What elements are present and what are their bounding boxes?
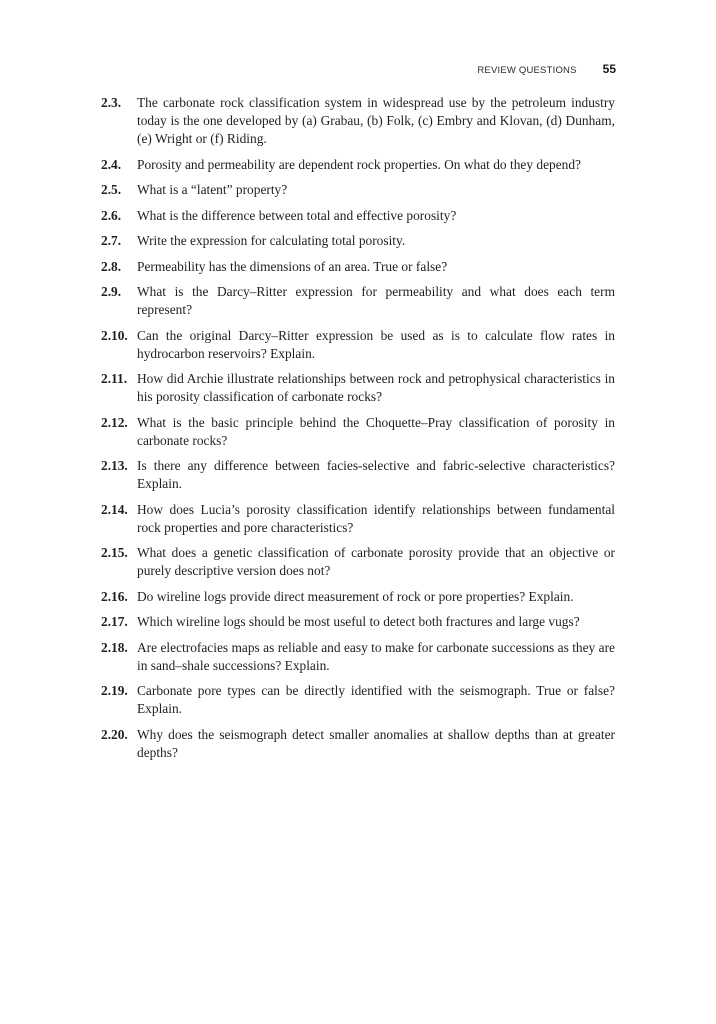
question-2-12 [101,414,615,450]
question-number: 2.18. [101,639,128,655]
question-2-8 [101,258,615,276]
question-text: Can the original Darcy–Ritter expression be used as is to calculate flow rates in hydrocarbon reservoirs? Explain. [137,327,615,361]
question-number: 2.13. [101,458,128,473]
question-text: The carbonate rock classification system in widespread use by the petroleum industry today is the one developed by (a) Grabau, (b) Folk, (c) Embry and Klovan, (d) Dunham, (e) Wright or (f) Riding. [137,95,615,146]
question-number: 2.11. [101,371,128,386]
question-2-15 [101,544,615,580]
page-number: 55 [602,62,616,76]
review-questions-list [101,94,615,769]
question-text: Permeability has the dimensions of an area. True or false? [137,258,448,274]
question-text: What is a “latent” property? [137,182,288,197]
question-text: Why does the seismograph detect smaller anomalies at shallow depths than at greater depths? [137,726,615,760]
question-number: 2.12. [101,414,128,430]
question-2-6 [101,207,615,225]
question-text: How did Archie illustrate relationships between rock and petrophysical characteristics in his porosity classification of carbonate rocks? [137,371,615,404]
question-2-7 [101,232,615,250]
question-text: Which wireline logs should be most useful to detect both fractures and large vugs? [137,614,580,629]
question-2-16 [101,588,615,606]
question-2-13 [101,457,615,493]
question-2-9 [101,283,615,319]
question-2-5 [101,181,615,199]
question-2-17 [101,613,615,631]
question-number: 2.16. [101,588,128,604]
question-number: 2.8. [101,258,122,274]
question-number: 2.5. [101,182,122,197]
question-number: 2.4. [101,156,122,172]
question-number: 2.14. [101,501,128,517]
question-text: Carbonate pore types can be directly identified with the seismograph. True or false? Explain. [137,683,615,716]
question-2-10 [101,327,615,363]
question-2-19 [101,682,615,718]
question-text: Write the expression for calculating total porosity. [137,233,406,248]
question-number: 2.15. [101,545,128,560]
question-2-14 [101,501,615,537]
question-2-4 [101,156,615,174]
question-text: What is the Darcy–Ritter expression for permeability and what does each term represent? [137,284,615,317]
question-number: 2.19. [101,683,128,698]
question-text: Do wireline logs provide direct measurement of rock or pore properties? Explain. [137,588,574,604]
question-2-20 [101,726,615,762]
question-number: 2.6. [101,207,122,223]
question-2-3 [101,94,615,148]
question-number: 2.20. [101,726,128,742]
question-number: 2.7. [101,233,122,248]
header-title: REVIEW QUESTIONS [477,65,577,76]
question-text: Is there any difference between facies-selective and fabric-selective characteristics? Explain. [137,458,615,491]
question-number: 2.3. [101,95,122,110]
question-text: What does a genetic classification of carbonate porosity provide that an objective or purely descriptive version does not? [137,545,615,578]
question-text: How does Lucia’s porosity classification identify relationships between fundamental rock properties and pore characteristics? [137,501,615,535]
question-number: 2.17. [101,614,128,629]
question-2-11 [101,370,615,406]
question-number: 2.9. [101,284,122,299]
running-header [477,62,616,76]
question-number: 2.10. [101,327,128,343]
question-text: Are electrofacies maps as reliable and easy to make for carbonate successions as they are in sand–shale successions? Explain. [137,639,615,673]
question-2-18 [101,639,615,675]
question-text: Porosity and permeability are dependent rock properties. On what do they depend? [137,156,581,172]
question-text: What is the difference between total and effective porosity? [137,207,457,223]
question-text: What is the basic principle behind the Choquette–Pray classification of porosity in carbonate rocks? [137,414,615,448]
